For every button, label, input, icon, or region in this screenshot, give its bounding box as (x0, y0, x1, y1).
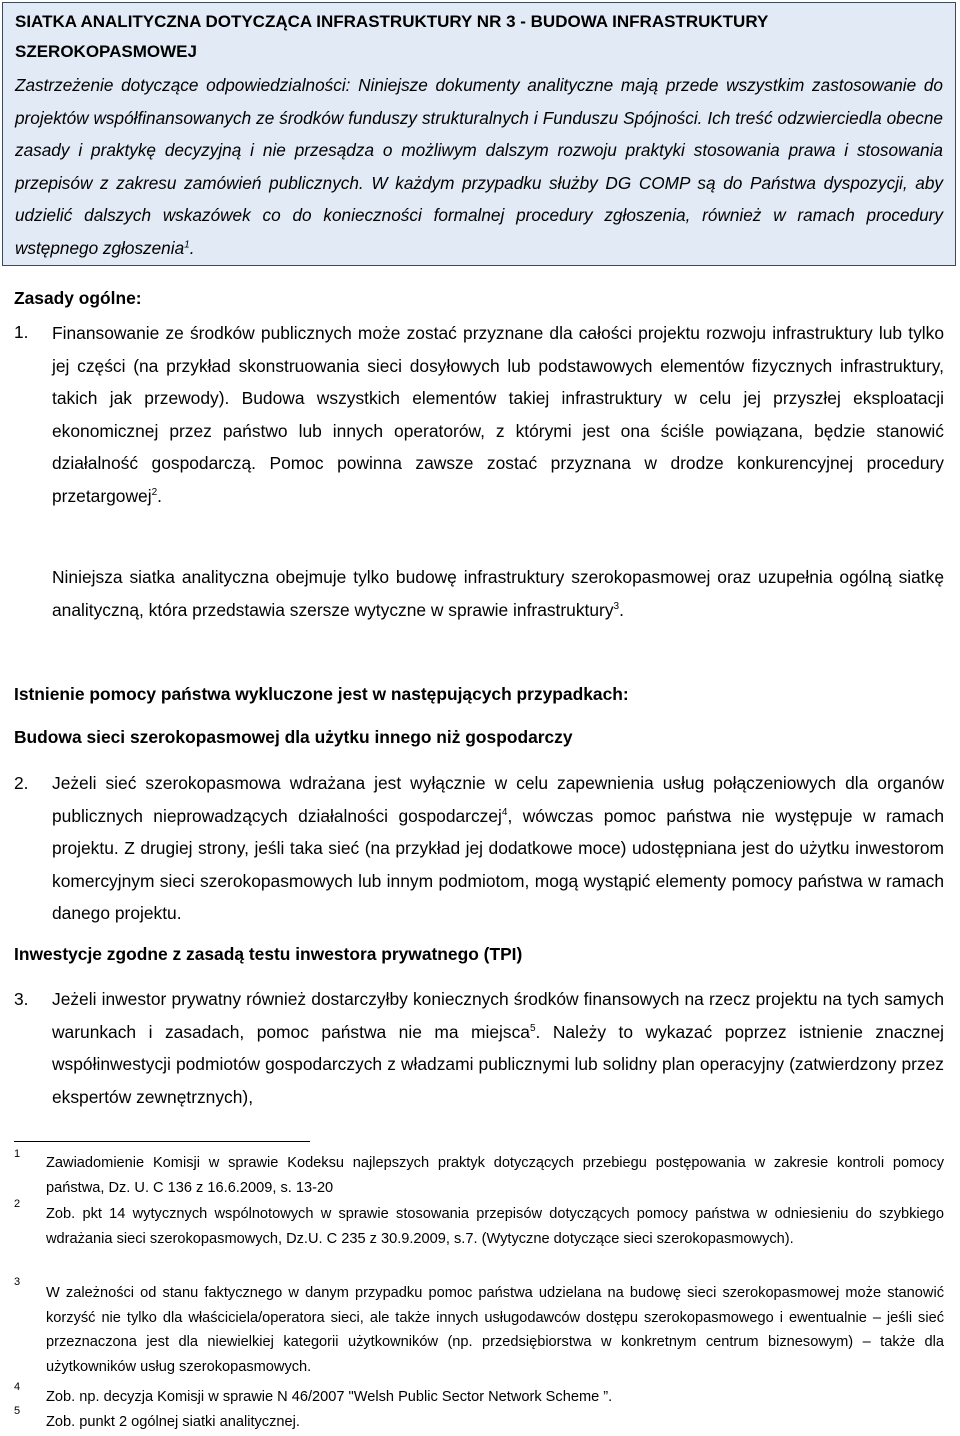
document-title: SIATKA ANALITYCZNA DOTYCZĄCA INFRASTRUKTURY NR 3 - BUDOWA INFRASTRUKTURY SZEROKOPASMOWEJ (15, 12, 769, 61)
footnote-number: 4 (14, 1381, 21, 1393)
exclusion-heading: Istnienie pomocy państwa wykluczone jest w następujących przypadkach: (14, 684, 629, 704)
footnote-5: Zob. punkt 2 ogólnej siatki analitycznej. (46, 1414, 300, 1430)
footnote-ref-1[interactable]: 1 (184, 238, 190, 250)
footnote-number: 5 (14, 1405, 21, 1417)
footnote-2: Zob. pkt 14 wytycznych wspólnotowych w sprawie stosowania przepisów dotyczących pomocy państwa w odniesieniu do szybkiego wdrażania sieci szerokopasmowych, Dz.U. C 235 z 30.9.2009, s.7. (Wytyczne dotyczące sieci szerokopasmowych). (46, 1206, 944, 1247)
footnote-number: 3 (14, 1276, 21, 1288)
paragraph-number-2: 2. (14, 773, 29, 793)
paragraph-3-text-b: . Należy to wykazać poprzez istnienie znacznej współinwestycji podmiotów gospodarczych z władzami publicznymi lub solidny plan operacyjny (zatwierdzony przez ekspertów zewnętrznych), (52, 1021, 944, 1107)
disclaimer-text (15, 69, 943, 264)
disclaimer-box (2, 2, 956, 266)
paragraph-1b (52, 561, 944, 626)
footnote-ref-4[interactable]: 4 (501, 806, 508, 818)
paragraph-2-text-b: , wówczas pomoc państwa nie występuje w ramach projektu. Z drugiej strony, jeśli taka sieć (na przykład jej dodatkowe moce) udostępniana jest do użytku inwestorom komercyjnym sieci szerokopasmowych lub innym podmiotom, mogą wystąpić elementy pomocy państwa w ramach danego projektu. (52, 805, 944, 923)
footnote-ref-5[interactable]: 5 (529, 1022, 536, 1034)
footnote-ref-2[interactable]: 2 (151, 486, 158, 498)
paragraph-number-3: 3. (14, 989, 29, 1009)
paragraph-1 (52, 317, 944, 512)
paragraph-number-1: 1. (14, 322, 29, 342)
paragraph-1-period: . (157, 485, 162, 506)
footnote-number: 1 (14, 1148, 21, 1160)
paragraph-2 (52, 767, 944, 930)
general-rules-heading: Zasady ogólne: (14, 288, 142, 308)
non-economic-subheading: Budowa sieci szerokopasmowej dla użytku innego niż gospodarczy (14, 727, 573, 747)
disclaimer-body: Zastrzeżenie dotyczące odpowiedzialności: Niniejsze dokumenty analityczne mają przede wszystkim zastosowanie do projektów współfinansowanych ze środków funduszy strukturalnych i Funduszu Spójności. Ich treść odzwierciedla obecne zasady i praktykę decyzyjną i nie przesądza o możliwym dalszym rozwoju praktyki stosowania prawa i stosowania przepisów z zakresu zamówień publicznych. W każdym przypadku służby DG COMP są do Państwa dyspozycji, aby udzielić dalszych wskazówek co do konieczności formalnej procedury zgłoszenia, również w ramach procedury wstępnego zgłoszenia (15, 75, 943, 258)
paragraph-2-text-a: Jeżeli sieć szerokopasmowa wdrażana jest wyłącznie w celu zapewnienia usług połączeniowych dla organów publicznych nieprowadzących działalności gospodarczej (52, 773, 944, 826)
footnote-separator (14, 1141, 310, 1142)
disclaimer-period: . (189, 237, 195, 258)
paragraph-1-text: Finansowanie ze środków publicznych może zostać przyznane dla całości projektu rozwoju infrastruktury lub tylko jej części (na przykład skonstruowania sieci dosyłowych lub podstawowych elementów fizycznych infrastruktury, takich jak przewody). Budowa wszystkich elementów takiej infrastruktury w celu jej przyszłej eksploatacji ekonomicznej przez państwo lub innych operatorów, z którymi jest ona ściśle powiązana, będzie stanowić działalność gospodarczą. Pomoc powinna zawsze zostać przyznana w drodze konkurencyjnej procedury przetargowej (52, 323, 944, 506)
footnote-number: 2 (14, 1198, 21, 1210)
paragraph-3-text-a: Jeżeli inwestor prywatny również dostarczyłby koniecznych środków finansowych na rzecz projektu na tych samych warunkach i zasadach, pomoc państwa nie ma miejsca (52, 989, 944, 1042)
mepi-subheading: Inwestycje zgodne z zasadą testu inwestora prywatnego (TPI) (14, 944, 523, 964)
footnote-3: W zależności od stanu faktycznego w danym przypadku pomoc państwa udzielana na budowę sieci szerokopasmowej może stanowić korzyść nie tylko dla właściciela/operatora sieci, ale także innych usługodawców dostępu szerokopasmowego i ewentualnie – jeśli sieć przeznaczona jest dla niewielkiej kategorii użytkowników (np. przedsiębiorstwa w konkretnym centrum biznesowym) – także dla użytkowników usług szerokopasmowych. (46, 1285, 944, 1375)
footnote-1: Zawiadomienie Komisji w sprawie Kodeksu najlepszych praktyk dotyczących przebiegu postępowania w zakresie kontroli pomocy państwa, Dz. U. C 136 z 16.6.2009, s. 13-20 (46, 1155, 944, 1196)
paragraph-1b-period: . (619, 599, 624, 620)
paragraph-1b-text: Niniejsza siatka analityczna obejmuje tylko budowę infrastruktury szerokopasmowej oraz uzupełnia ogólną siatkę analityczną, która przedstawia szersze wytyczne w sprawie infrastruktury (52, 567, 944, 620)
footnote-ref-3[interactable]: 3 (613, 600, 620, 612)
footnote-4: Zob. np. decyzja Komisji w sprawie N 46/2007 "Welsh Public Sector Network Scheme ”. (46, 1389, 613, 1405)
paragraph-3 (52, 983, 944, 1113)
